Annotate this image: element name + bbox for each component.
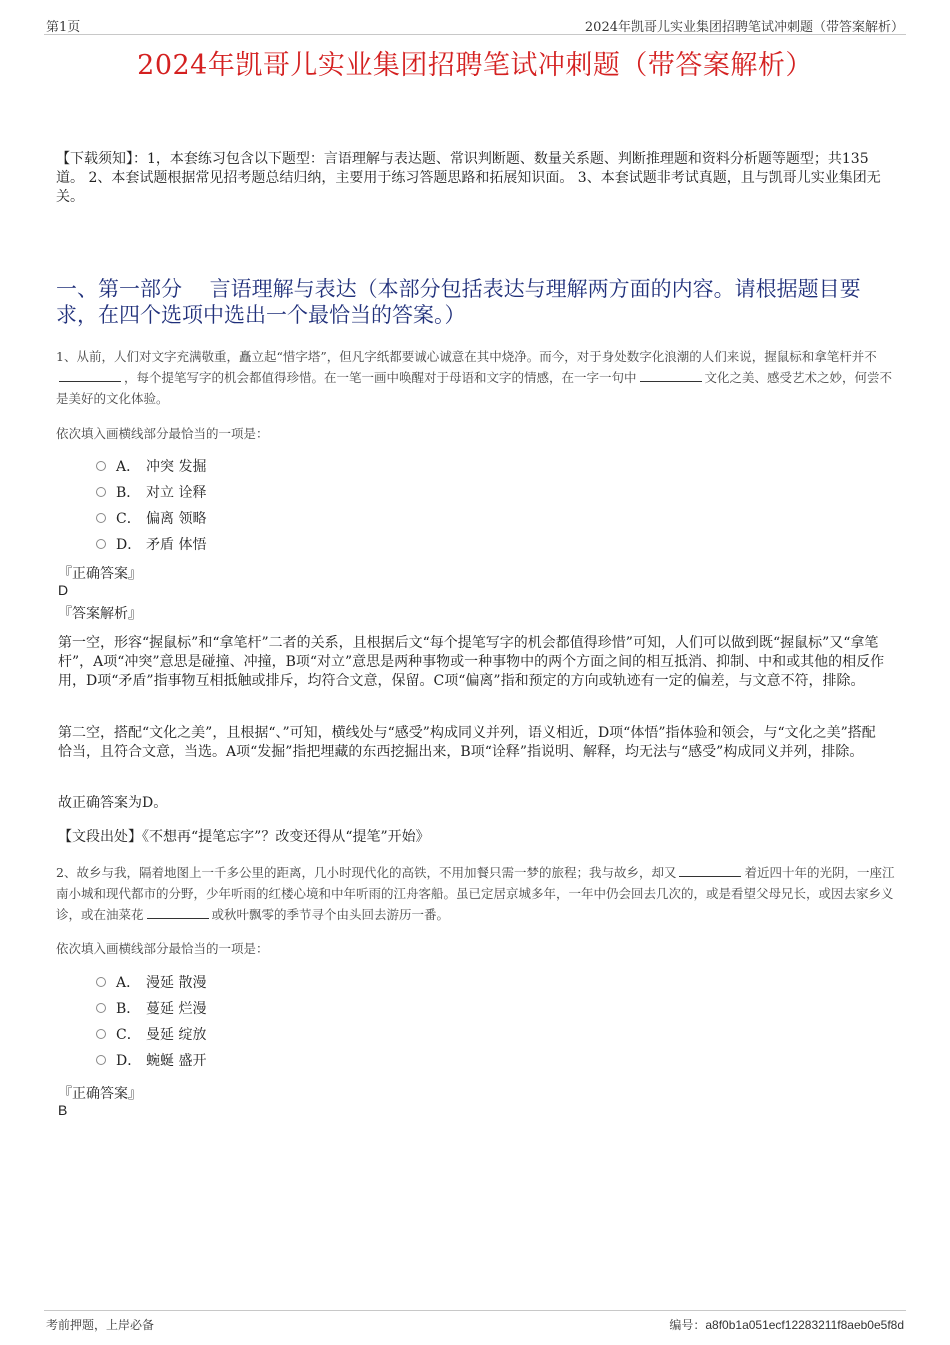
radio-icon[interactable] [96,1003,106,1013]
footer-slogan: 考前押题，上岸必备 [46,1318,155,1332]
code-value: a8f0b1a051ecf12283211f8aeb0e5f8d [705,1318,904,1332]
radio-icon[interactable] [96,539,106,549]
answer-label: 『正确答案』 [58,1086,142,1102]
analysis-conclusion: 故正确答案为D。 [58,795,168,811]
answer-value: B [58,1102,68,1118]
option-c[interactable] [96,505,206,531]
download-notice: 【下载须知】：1，本套练习包含以下题型：言语理解与表达题、常识判断题、数量关系题、判断推理题和资料分析题等题型；共135道。 2、本套试题根据常见招考题总结归纳，主要用于练习答题思路和拓展知识面。 3、本套试题非考试真题，且与凯哥儿实业集团无关。 [56,151,881,205]
source-citation: 【文段出处】《不想再“提笔忘字”？改变还得从“提笔”开始》 [58,829,430,845]
document-title: 2024年凯哥儿实业集团招聘笔试冲刺题（带答案解析） [137,50,813,81]
page-header [44,14,906,35]
analysis-label: 『答案解析』 [58,606,142,622]
analysis-paragraph-2: 第二空，搭配“文化之美”，且根据“、”可知，横线处与“感受”构成同义并列，语义相近，D项“体悟”指体验和领会，与“文化之美”搭配恰当，且符合文意，当选。A项“发掘”指把埋藏的东西挖掘出来，B项“诠释”指说明、解释，均无法与“感受”构成同义并列，排除。 [58,725,876,760]
radio-icon[interactable] [96,1029,106,1039]
option-d[interactable] [96,531,206,557]
option-text: 偏离 领略 [146,511,207,527]
question-2-part-c: 或秋叶飘零的季节寻个由头回去游历一番。 [211,907,450,922]
option-b[interactable] [96,479,206,505]
option-letter: B． [116,1001,141,1017]
option-letter: D． [116,1053,142,1069]
option-letter: B． [116,485,141,501]
option-text: 矛盾 体悟 [146,537,207,553]
question-1-part-a: 1、从前，人们对文字充满敬重，矗立起“惜字塔”，但凡字纸都要诚心诚意在其中烧净。而今，对于身处数字化浪潮的人们来说，握鼠标和拿笔杆并不 [56,349,877,364]
answer-value: D [58,582,69,598]
page-footer [44,1310,906,1332]
option-a[interactable] [96,453,206,479]
blank-line [679,863,741,877]
question-1-part-c: 文化之美、感受艺术之妙，何尝不是美好的文化体验。 [56,370,893,406]
question-1-text [56,346,896,409]
blank-line [640,368,702,382]
option-a[interactable] [96,969,206,995]
analysis-paragraph-1: 第一空，形容“握鼠标”和“拿笔杆”二者的关系，且根据后文“每个提笔写字的机会都值得珍惜”可知，人们可以做到既“握鼠标”又“拿笔杆”，A项“冲突”意思是碰撞、冲撞，B项“对立”意思是两种事物或一种事物中的两个方面之间的相互抵消、抑制、中和或其他的相反作用，D项“矛盾”指事物互相抵触或排斥，均符合文意，保留。C项“偏离”指和预定的方向或轨迹有一定的偏差，与文意不符，排除。 [58,635,885,689]
header-doc-title: 2024年凯哥儿实业集团招聘笔试冲刺题（带答案解析） [584,20,904,35]
option-b[interactable] [96,995,206,1021]
option-text: 对立 诠释 [146,485,207,501]
option-text: 蜿蜒 盛开 [146,1053,207,1069]
option-letter: A． [116,975,141,991]
question-1-part-b: ，每个提笔写字的机会都值得珍惜。在一笔一画中唤醒对于母语和文字的情感，在一字一句中 [124,370,637,385]
option-d[interactable] [96,1047,206,1073]
answer-label: 『正确答案』 [58,566,142,582]
radio-icon[interactable] [96,487,106,497]
option-text: 曼延 绽放 [146,1027,207,1043]
blank-line [147,905,209,919]
option-text: 蔓延 烂漫 [146,1001,207,1017]
radio-icon[interactable] [96,977,106,987]
page-number: 第1页 [46,20,81,35]
option-text: 漫延 散漫 [146,975,207,991]
radio-icon[interactable] [96,461,106,471]
question-2-part-b: 着近四十年的光阴，一座江南小城和现代都市的分野，少年听雨的红楼心境和中年听雨的江舟客船。虽已定居京城多年，一年中仍会回去几次的，或是看望父母兄长，或因去家乡义诊，或在油菜花 [56,865,895,922]
question-2-prompt: 依次填入画横线部分最恰当的一项是： [56,941,269,956]
option-letter: C． [116,1027,141,1043]
option-letter: C． [116,511,141,527]
radio-icon[interactable] [96,513,106,523]
question-2-options [96,969,206,1073]
option-letter: A． [116,459,141,475]
blank-line [59,368,121,382]
question-2-part-a: 2、故乡与我，隔着地图上一千多公里的距离，几小时现代化的高铁，不用加餐只需一梦的旅程；我与故乡，却又 [56,865,677,880]
radio-icon[interactable] [96,1055,106,1065]
question-1-options [96,453,206,557]
question-2-text [56,862,896,925]
option-letter: D． [116,537,142,553]
code-label: 编号： [669,1318,706,1332]
question-1-prompt: 依次填入画横线部分最恰当的一项是： [56,426,269,441]
option-c[interactable] [96,1021,206,1047]
option-text: 冲突 发掘 [146,459,207,475]
section-title: 一、第一部分 言语理解与表达（本部分包括表达与理解两方面的内容。请根据题目要求，在四个选项中选出一个最恰当的答案。） [56,277,861,327]
footer-code [669,1316,904,1333]
